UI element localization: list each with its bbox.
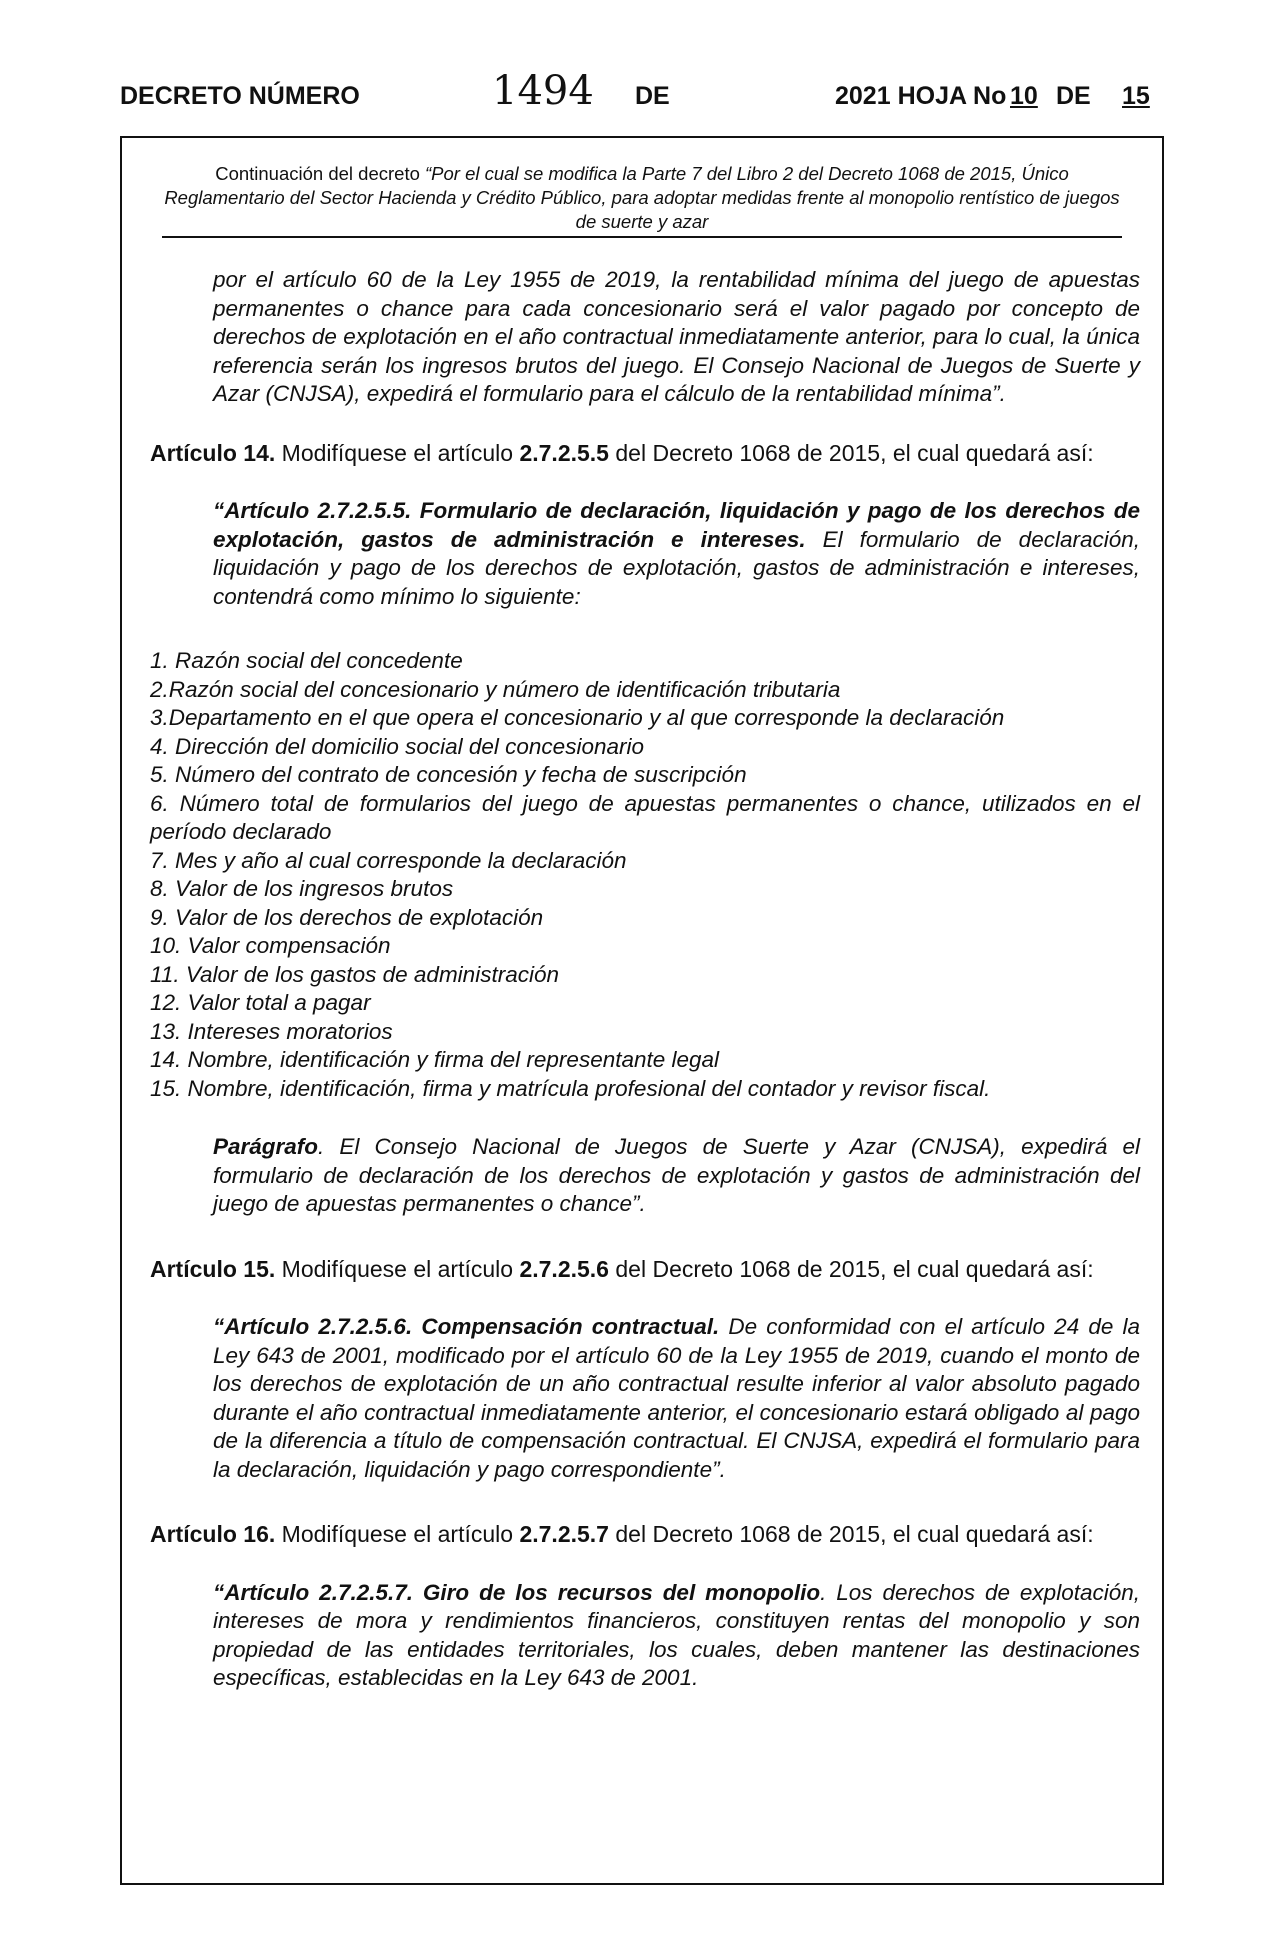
decreto-year: 2021: [835, 82, 891, 110]
article-16-ref: 2.7.2.5.7: [519, 1521, 609, 1547]
document-frame: [120, 136, 1164, 1885]
article-16-text-a: Modifíquese el artículo: [275, 1521, 520, 1547]
de-label: DE: [635, 82, 670, 110]
document-body: [150, 266, 1140, 1693]
paragrafo: [213, 1133, 1140, 1219]
article-16-quote-text: . Los derechos de explotación, intereses de mora y rendimientos financieros, constituyen rentas del monopolio y son propiedad de las entidades territoriales, los cuales, deben mantener las destinaciones específicas, establecidas en la Ley 643 de 2001.: [213, 1579, 1141, 1690]
decree-title: “Por el cual se modifica la Parte 7 del Libro 2 del Decreto 1068 de 2015, Único Reglamentario del Sector Hacienda y Crédito Público, para adoptar medidas frente al monopolio rentístico de juegos de suerte y azar: [164, 163, 1120, 232]
list-item: 12. Valor total a pagar: [150, 990, 371, 1015]
list-item: 9. Valor de los derechos de explotación: [150, 904, 544, 930]
article-16-text-b: del Decreto 1068 de 2015, el cual quedará así:: [608, 1521, 1094, 1547]
list-item: 11. Valor de los gastos de administración: [150, 961, 559, 987]
article-14-quote: [213, 497, 1140, 611]
article-14-label: Artículo 14.: [150, 439, 276, 466]
page-header: [120, 68, 1160, 128]
article-15-text-a: Modifíquese el artículo: [275, 1255, 520, 1282]
article-14-text-b: del Decreto 1068 de 2015, el cual quedará así:: [608, 439, 1094, 466]
intro-paragraph: por el artículo 60 de la Ley 1955 de 2019, la rentabilidad mínima del juego de apuestas permanentes o chance para cada concesionario será el valor pagado por concepto de derechos de explotación en el año contractual inmediatamente anterior, para lo cual, la única referencia serán los ingresos brutos del juego. El Consejo Nacional de Juegos de Suerte y Azar (CNJSA), expedirá el formulario para el cálculo de la rentabilidad mínima”.: [213, 267, 1140, 406]
list-item: 15. Nombre, identificación, firma y matrícula profesional del contador y revisor fiscal.: [150, 1075, 991, 1101]
article-15-heading: [150, 1255, 1140, 1284]
hoja-label: HOJA No: [897, 82, 1007, 110]
list-item: 1. Razón social del concedente: [150, 648, 463, 673]
article-15-ref: 2.7.2.5.6: [519, 1255, 609, 1282]
paragrafo-text: . El Consejo Nacional de Juegos de Suerte y Azar (CNJSA), expedirá el formulario de declaración de los derechos de explotación y gastos de administración del juego de apuestas permanentes o chance”.: [213, 1134, 1140, 1216]
list-item: 4. Dirección del domicilio social del concesionario: [150, 733, 644, 759]
continuation-prefix: Continuación del decreto: [215, 163, 426, 184]
list-item: 10. Valor compensación: [150, 933, 391, 958]
article-16-heading: [150, 1520, 1140, 1549]
paragrafo-label: Parágrafo: [213, 1134, 319, 1159]
decreto-year-hoja: [835, 82, 1006, 111]
decreto-label: DECRETO NÚMERO: [120, 82, 360, 110]
article-15-quote-text: De conformidad con el artículo 24 de la Ley 643 de 2001, modificado por el artículo 60 de la Ley 1955 de 2019, cuando el monto de los derechos de explotación de un año contractual resulte inferior al valor absoluto pagado durante el año contractual inmediatamente anterior, el concesionario estará obligado al pago de la diferencia a título de compensación contractual. El CNJSA, expedirá el formulario para la declaración, liquidación y pago correspondiente”.: [213, 1314, 1140, 1482]
list-item: 13. Intereses moratorios: [150, 1018, 393, 1044]
article-14-ref: 2.7.2.5.5: [519, 439, 609, 466]
article-14-quote-text: El formulario de declaración, liquidación y pago de los derechos de explotación, gastos de administración e intereses, contendrá como mínimo lo siguiente:: [213, 526, 1140, 609]
article-14-heading: [150, 439, 1140, 468]
article-15-quote-title: “Artículo 2.7.2.5.6. Compensación contractual.: [213, 1314, 720, 1339]
page-number: 10: [1010, 82, 1038, 110]
article-15-label: Artículo 15.: [150, 1255, 276, 1282]
decreto-number: 1494: [492, 68, 594, 114]
article-16-quote: [213, 1579, 1140, 1693]
list-item: 14. Nombre, identificación y firma del representante legal: [150, 1047, 720, 1072]
form-items-list: [150, 647, 1140, 1103]
list-item: 2.Razón social del concesionario y número de identificación tributaria: [150, 676, 841, 702]
article-14-quote-title: “Artículo 2.7.2.5.5. Formulario de declaración, liquidación y pago de los derechos de explotación, gastos de administración e intereses.: [213, 498, 1140, 552]
list-item: 7. Mes y año al cual corresponde la declaración: [150, 847, 627, 873]
list-item: 3.Departamento en el que opera el concesionario y al que corresponde la declaración: [150, 705, 1005, 730]
page-total: 15: [1122, 82, 1150, 110]
continuation-header: [162, 162, 1122, 238]
list-item: 8. Valor de los ingresos brutos: [150, 876, 454, 901]
list-item: 6. Número total de formularios del juego de apuestas permanentes o chance, utilizados en el período declarado: [150, 790, 1140, 844]
article-15-quote: [213, 1313, 1140, 1484]
of-label: DE: [1056, 82, 1091, 110]
article-14-text-a: Modifíquese el artículo: [275, 439, 520, 466]
article-16-quote-title: “Artículo 2.7.2.5.7. Giro de los recursos del monopolio: [213, 1579, 821, 1605]
article-16-label: Artículo 16.: [150, 1521, 276, 1547]
article-15-text-b: del Decreto 1068 de 2015, el cual quedará así:: [608, 1255, 1094, 1282]
list-item: 5. Número del contrato de concesión y fecha de suscripción: [150, 762, 747, 787]
